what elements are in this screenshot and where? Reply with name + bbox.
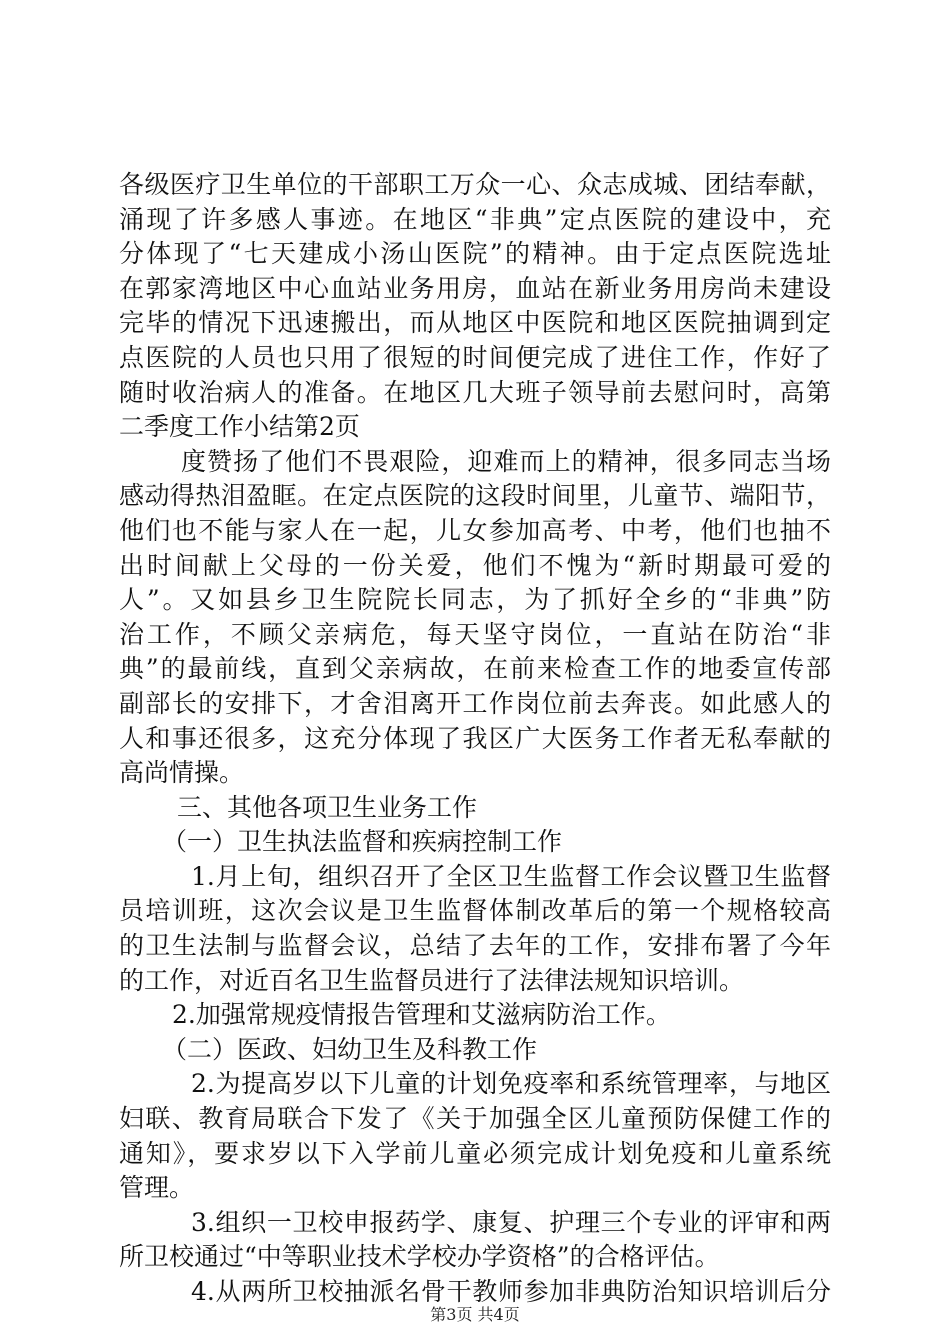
- text-line: 分体现了“七天建成小汤山医院”的精神。由于定点医院选址: [119, 239, 831, 269]
- text-line: 2.加强常规疫情报告管理和艾滋病防治工作。: [172, 1000, 671, 1030]
- text-line: 三、其他各项卫生业务工作: [177, 792, 478, 822]
- text-line: 1.月上旬，组织召开了全区卫生监督工作会议暨卫生监督: [191, 861, 831, 891]
- text-line: 点医院的人员也只用了很短的时间便完成了进住工作，作好了: [119, 342, 831, 372]
- text-line: 所卫校通过“中等职业技术学校办学资格”的合格评估。: [119, 1242, 720, 1272]
- text-line: 完毕的情况下迅速搬出，而从地区中医院和地区医院抽调到定: [119, 308, 831, 338]
- text-line: 妇联、教育局联合下发了《关于加强全区儿童预防保健工作的: [119, 1104, 831, 1134]
- text-line: 治工作，不顾父亲病危，每天坚守岗位，一直站在防治“非: [119, 619, 831, 649]
- page-footer: 第3页 共4页: [430, 1305, 520, 1324]
- text-line: 的工作，对近百名卫生监督员进行了法律法规知识培训。: [119, 965, 745, 995]
- text-line: 通知》，要求岁以下入学前儿童必须完成计划免疫和儿童系统: [119, 1138, 831, 1168]
- text-line: 度赞扬了他们不畏艰险，迎难而上的精神，很多同志当场: [181, 446, 831, 476]
- text-line: 出时间献上父母的一份关爱，他们不愧为“新时期最可爱的: [119, 550, 831, 580]
- text-line: 涌现了许多感人事迹。在地区“非典”定点医院的建设中，充: [119, 204, 831, 234]
- text-line: 二季度工作小结第2页: [119, 412, 360, 442]
- text-line: 员培训班，这次会议是卫生监督体制改革后的第一个规格较高: [119, 896, 831, 926]
- text-line: 人和事还很多，这充分体现了我区广大医务工作者无私奉献的: [119, 723, 831, 753]
- text-line: 高尚情操。: [119, 758, 245, 788]
- text-line: （一）卫生执法监督和疾病控制工作: [162, 827, 563, 857]
- text-line: 副部长的安排下，才舍泪离开工作岗位前去奔丧。如此感人的: [119, 688, 831, 718]
- text-line: 2.为提高岁以下儿童的计划免疫率和系统管理率，与地区: [191, 1069, 831, 1099]
- text-line: 人”。又如县乡卫生院院长同志，为了抓好全乡的“非典”防: [119, 585, 831, 615]
- text-line: 感动得热泪盈眶。在定点医院的这段时间里，儿童节、端阳节，: [119, 481, 831, 511]
- text-line: （二）医政、妇幼卫生及科教工作: [162, 1034, 538, 1064]
- document-body: [119, 168, 831, 1310]
- text-line: 在郭家湾地区中心血站业务用房，血站在新业务用房尚未建设: [119, 273, 831, 303]
- text-line: 他们也不能与家人在一起，儿女参加高考、中考，他们也抽不: [119, 515, 831, 545]
- text-line: 典”的最前线，直到父亲病故，在前来检查工作的地委宣传部: [119, 654, 831, 684]
- text-line: 的卫生法制与监督会议，总结了去年的工作，安排布署了今年: [119, 931, 831, 961]
- text-line: 管理。: [119, 1173, 195, 1203]
- text-line: 随时收治病人的准备。在地区几大班子领导前去慰问时，高第: [119, 377, 831, 407]
- text-line: 3.组织一卫校申报药学、康复、护理三个专业的评审和两: [191, 1207, 831, 1237]
- text-line: 4.从两所卫校抽派名骨干教师参加非典防治知识培训后分: [191, 1277, 831, 1306]
- text-line: 各级医疗卫生单位的干部职工万众一心、众志成城、团结奉献，: [119, 170, 831, 199]
